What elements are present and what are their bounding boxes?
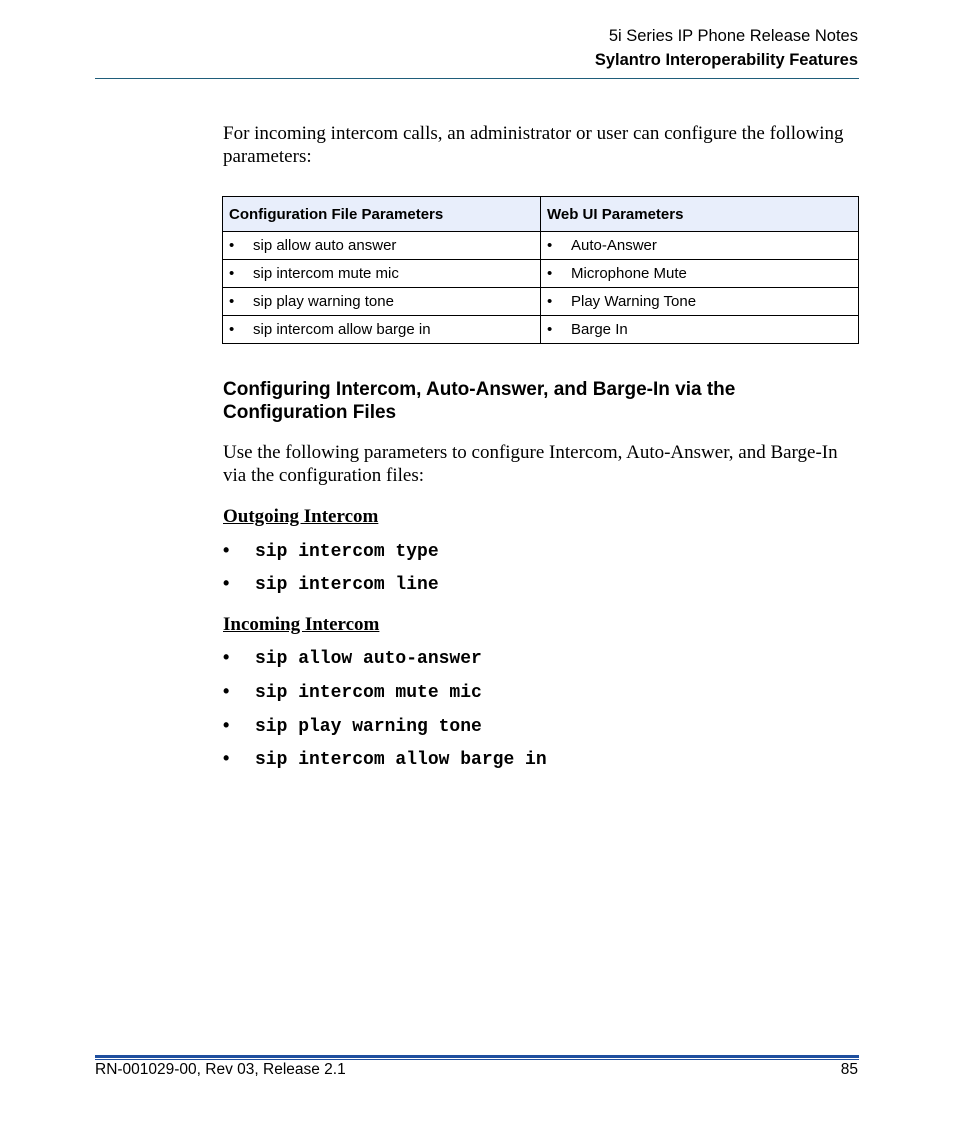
table-row bbox=[223, 288, 859, 316]
bullet: • bbox=[223, 573, 230, 593]
section-heading: Configuring Intercom, Auto-Answer, and Barge-In via the Configuration Files bbox=[223, 379, 736, 423]
bullet: • bbox=[547, 265, 553, 282]
bullet: • bbox=[223, 715, 230, 735]
cell-text: Play Warning Tone bbox=[571, 293, 697, 310]
bullet: • bbox=[229, 321, 235, 338]
parameters-table bbox=[222, 196, 859, 344]
page-number: 85 bbox=[840, 1061, 858, 1078]
bullet: • bbox=[547, 321, 553, 338]
footer-rule bbox=[95, 1055, 859, 1058]
list-item bbox=[223, 748, 547, 770]
table-header-row bbox=[223, 197, 859, 232]
header-rule bbox=[95, 78, 859, 79]
list-item bbox=[223, 715, 482, 737]
incoming-intercom-heading: Incoming Intercom bbox=[223, 614, 380, 635]
bullet: • bbox=[229, 265, 235, 282]
table-cell bbox=[223, 232, 541, 260]
cell-text: sip intercom mute mic bbox=[253, 265, 399, 282]
table-cell bbox=[541, 288, 859, 316]
cell-text: Barge In bbox=[571, 321, 628, 338]
bullet: • bbox=[223, 681, 230, 701]
table-row bbox=[223, 232, 859, 260]
table-row bbox=[223, 260, 859, 288]
bullet: • bbox=[223, 647, 230, 667]
code-text: sip play warning tone bbox=[255, 717, 482, 737]
table-row bbox=[223, 316, 859, 344]
code-text: sip intercom mute mic bbox=[255, 683, 482, 703]
outgoing-intercom-heading: Outgoing Intercom bbox=[223, 506, 379, 527]
table-cell bbox=[541, 260, 859, 288]
bullet: • bbox=[547, 237, 553, 254]
table-cell bbox=[223, 288, 541, 316]
list-item bbox=[223, 647, 482, 669]
section-title: Sylantro Interoperability Features bbox=[594, 51, 858, 69]
code-text: sip allow auto-answer bbox=[255, 649, 482, 669]
column-header-web-ui: Web UI Parameters bbox=[541, 197, 859, 232]
column-header-config-file: Configuration File Parameters bbox=[223, 197, 541, 232]
table-cell bbox=[223, 316, 541, 344]
code-text: sip intercom allow barge in bbox=[255, 750, 547, 770]
table-cell bbox=[541, 316, 859, 344]
footer-rule-thin bbox=[95, 1059, 859, 1060]
section-paragraph: Use the following parameters to configure Intercom, Auto-Answer, and Barge-In via the configuration files: bbox=[223, 442, 838, 486]
bullet: • bbox=[223, 748, 230, 768]
list-item bbox=[223, 540, 439, 562]
bullet: • bbox=[229, 237, 235, 254]
cell-text: sip play warning tone bbox=[253, 293, 394, 310]
table-cell bbox=[541, 232, 859, 260]
document-id: RN-001029-00, Rev 03, Release 2.1 bbox=[95, 1061, 346, 1078]
table-cell bbox=[223, 260, 541, 288]
bullet: • bbox=[547, 293, 553, 310]
cell-text: sip allow auto answer bbox=[253, 237, 397, 254]
cell-text: Microphone Mute bbox=[571, 265, 687, 282]
code-text: sip intercom line bbox=[255, 575, 439, 595]
code-text: sip intercom type bbox=[255, 542, 439, 562]
bullet: • bbox=[223, 540, 230, 560]
cell-text: Auto-Answer bbox=[571, 237, 657, 254]
intro-paragraph: For incoming intercom calls, an administrator or user can configure the following parameters: bbox=[223, 123, 844, 167]
list-item bbox=[223, 573, 439, 595]
list-item bbox=[223, 681, 482, 703]
bullet: • bbox=[229, 293, 235, 310]
cell-text: sip intercom allow barge in bbox=[253, 321, 431, 338]
document-title: 5i Series IP Phone Release Notes bbox=[608, 27, 858, 45]
